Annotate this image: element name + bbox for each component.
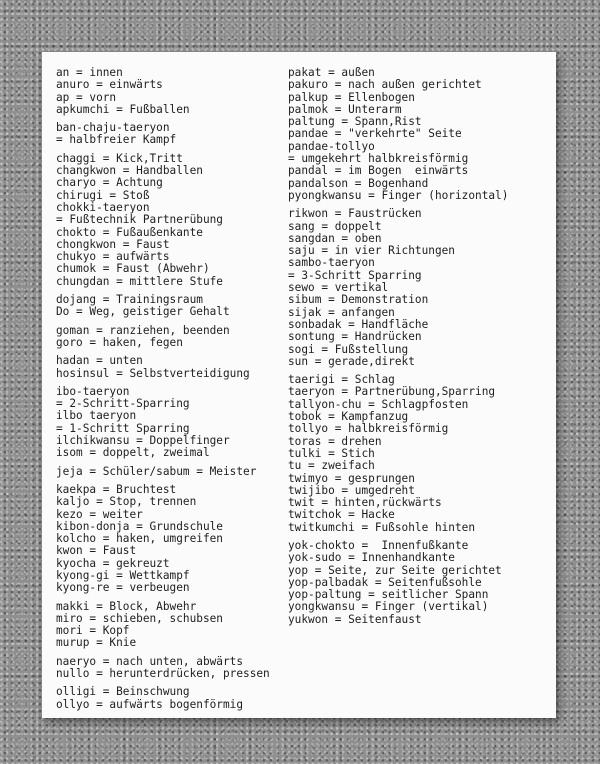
glossary-entry: toras = drehen xyxy=(288,434,382,448)
glossary-entry: murup = Knie xyxy=(56,636,137,650)
glossary-entry: olligi = Beinschwung xyxy=(56,685,190,699)
glossary-group xyxy=(56,466,278,478)
glossary-entry: chokki-taeryon xyxy=(56,200,150,214)
glossary-entry: dojang = Trainingsraum xyxy=(56,293,203,307)
right-column xyxy=(288,67,554,632)
glossary-group xyxy=(288,540,554,626)
glossary-entry: jeja = Schüler/sabum = Meister xyxy=(56,464,257,478)
glossary-entry: yop = Seite, zur Seite gerichtet xyxy=(288,563,502,577)
glossary-entry: = 3-Schritt Sparring xyxy=(288,268,422,282)
glossary-entry: kaekpa = Bruchtest xyxy=(56,482,177,496)
glossary-entry: kwon = Faust xyxy=(56,544,137,558)
glossary-entry: paltung = Spann,Rist xyxy=(288,115,422,129)
glossary-page xyxy=(42,52,556,718)
glossary-group xyxy=(56,67,278,116)
glossary-entry: sang = doppelt xyxy=(288,219,382,233)
glossary-entry: kaljo = Stop, trennen xyxy=(56,495,197,509)
glossary-entry: kezo = weiter xyxy=(56,507,143,521)
glossary-group xyxy=(56,355,278,380)
glossary-entry: sijak = anfangen xyxy=(288,305,395,319)
left-column xyxy=(56,67,278,717)
glossary-entry: = 2-Schritt-Sparring xyxy=(56,397,190,411)
glossary-entry: pandal = im Bogen einwärts xyxy=(288,164,469,178)
glossary-entry: yongkwansu = Finger (vertikal) xyxy=(288,600,489,614)
glossary-entry: naeryo = nach unten, abwärts xyxy=(56,654,244,668)
glossary-entry: yukwon = Seitenfaust xyxy=(288,612,422,626)
glossary-entry: kolcho = haken, umgreifen xyxy=(56,532,223,546)
glossary-group xyxy=(56,153,278,288)
glossary-entry: = 1-Schritt Sparring xyxy=(56,421,190,435)
glossary-entry: goro = haken, fegen xyxy=(56,335,183,349)
glossary-group xyxy=(56,601,278,650)
glossary-entry: = halbfreier Kampf xyxy=(56,133,177,147)
glossary-entry: sibum = Demonstration xyxy=(288,293,429,307)
glossary-entry: chokto = Fußaußenkante xyxy=(56,225,203,239)
glossary-entry: sontung = Handrücken xyxy=(288,330,422,344)
glossary-entry: ilchikwansu = Doppelfinger xyxy=(56,434,230,448)
glossary-entry: tobok = Kampfanzug xyxy=(288,410,409,424)
glossary-entry: pakuro = nach außen gerichtet xyxy=(288,78,482,92)
glossary-entry: ap = vorn xyxy=(56,90,117,104)
glossary-entry: palkup = Ellenbogen xyxy=(288,90,415,104)
glossary-entry: twitkumchi = Fußsohle hinten xyxy=(288,520,476,534)
glossary-entry: miro = schieben, schubsen xyxy=(56,611,223,625)
glossary-entry: rikwon = Faustrücken xyxy=(288,207,422,221)
glossary-entry: an = innen xyxy=(56,66,123,79)
glossary-entry: yop-palbadak = Seitenfußsohle xyxy=(288,575,482,589)
glossary-group xyxy=(288,208,554,368)
glossary-entry: yop-paltung = seitlicher Spann xyxy=(288,588,489,602)
glossary-group xyxy=(56,294,278,319)
glossary-group xyxy=(288,67,554,202)
glossary-entry: yok-sudo = Innenhandkante xyxy=(288,551,455,565)
glossary-entry: apkumchi = Fußballen xyxy=(56,102,190,116)
glossary-entry: mori = Kopf xyxy=(56,624,130,638)
glossary-entry: tulki = Stich xyxy=(288,446,375,460)
glossary-entry: goman = ranziehen, beenden xyxy=(56,323,230,337)
glossary-group xyxy=(56,686,278,711)
glossary-entry: ilbo taeryon xyxy=(56,409,137,423)
glossary-entry: chukyo = aufwärts xyxy=(56,250,170,264)
glossary-entry: twijibo = umgedreht xyxy=(288,483,415,497)
glossary-entry: taeryon = Partnerübung,Sparring xyxy=(288,385,496,399)
glossary-entry: sun = gerade,direkt xyxy=(288,354,415,368)
glossary-group xyxy=(56,386,278,460)
glossary-entry: hadan = unten xyxy=(56,354,143,368)
glossary-entry: chongkwon = Faust xyxy=(56,237,170,251)
glossary-entry: chumok = Faust (Abwehr) xyxy=(56,262,210,276)
glossary-entry: sogi = Fußstellung xyxy=(288,342,409,356)
glossary-entry: pandae = "verkehrte" Seite xyxy=(288,127,462,141)
glossary-entry: kyocha = gekreuzt xyxy=(56,556,170,570)
glossary-entry: changkwon = Handballen xyxy=(56,164,203,178)
glossary-entry: ollyo = aufwärts bogenförmig xyxy=(56,697,244,711)
glossary-entry: tollyo = halbkreisförmig xyxy=(288,422,449,436)
glossary-entry: saju = in vier Richtungen xyxy=(288,244,455,258)
glossary-entry: tallyon-chu = Schlagpfosten xyxy=(288,397,469,411)
glossary-entry: pakat = außen xyxy=(288,66,375,79)
glossary-entry: = umgekehrt halbkreisförmig xyxy=(288,152,469,166)
glossary-entry: kyong-gi = Wettkampf xyxy=(56,568,190,582)
glossary-entry: sewo = vertikal xyxy=(288,281,389,295)
glossary-entry: nullo = herunterdrücken, pressen xyxy=(56,667,270,681)
glossary-entry: twit = hinten,rückwärts xyxy=(288,496,442,510)
glossary-group xyxy=(56,325,278,350)
glossary-entry: pandalson = Bogenhand xyxy=(288,176,429,190)
glossary-entry: sambo-taeryon xyxy=(288,256,375,270)
glossary-entry: taerigi = Schlag xyxy=(288,373,395,387)
glossary-entry: tu = zweifach xyxy=(288,459,375,473)
glossary-entry: sangdan = oben xyxy=(288,231,382,245)
glossary-entry: kyong-re = verbeugen xyxy=(56,581,190,595)
glossary-entry: makki = Block, Abwehr xyxy=(56,599,197,613)
glossary-entry: isom = doppelt, zweimal xyxy=(56,446,210,460)
glossary-entry: hosinsul = Selbstverteidigung xyxy=(56,366,250,380)
glossary-entry: chaggi = Kick,Tritt xyxy=(56,151,183,165)
glossary-entry: pyongkwansu = Finger (horizontal) xyxy=(288,188,509,202)
glossary-entry: pandae-tollyo xyxy=(288,139,375,153)
glossary-entry: palmok = Unterarm xyxy=(288,102,402,116)
glossary-entry: sonbadak = Handfläche xyxy=(288,317,429,331)
glossary-entry: ban-chaju-taeryon xyxy=(56,121,170,135)
glossary-group xyxy=(56,484,278,595)
glossary-group xyxy=(56,656,278,681)
glossary-entry: twitchok = Hacke xyxy=(288,508,395,522)
glossary-entry: chungdan = mittlere Stufe xyxy=(56,274,223,288)
glossary-entry: yok-chokto = Innenfußkante xyxy=(288,538,469,552)
glossary-group xyxy=(56,122,278,147)
glossary-entry: Do = Weg, geistiger Gehalt xyxy=(56,305,230,319)
glossary-entry: twimyo = gesprungen xyxy=(288,471,415,485)
glossary-entry: charyo = Achtung xyxy=(56,176,163,190)
glossary-group xyxy=(288,374,554,534)
glossary-entry: = Fußtechnik Partnerübung xyxy=(56,213,223,227)
glossary-entry: ibo-taeryon xyxy=(56,384,130,398)
glossary-entry: anuro = einwärts xyxy=(56,78,163,92)
glossary-entry: kibon-donja = Grundschule xyxy=(56,519,223,533)
glossary-entry: chirugi = Stoß xyxy=(56,188,150,202)
